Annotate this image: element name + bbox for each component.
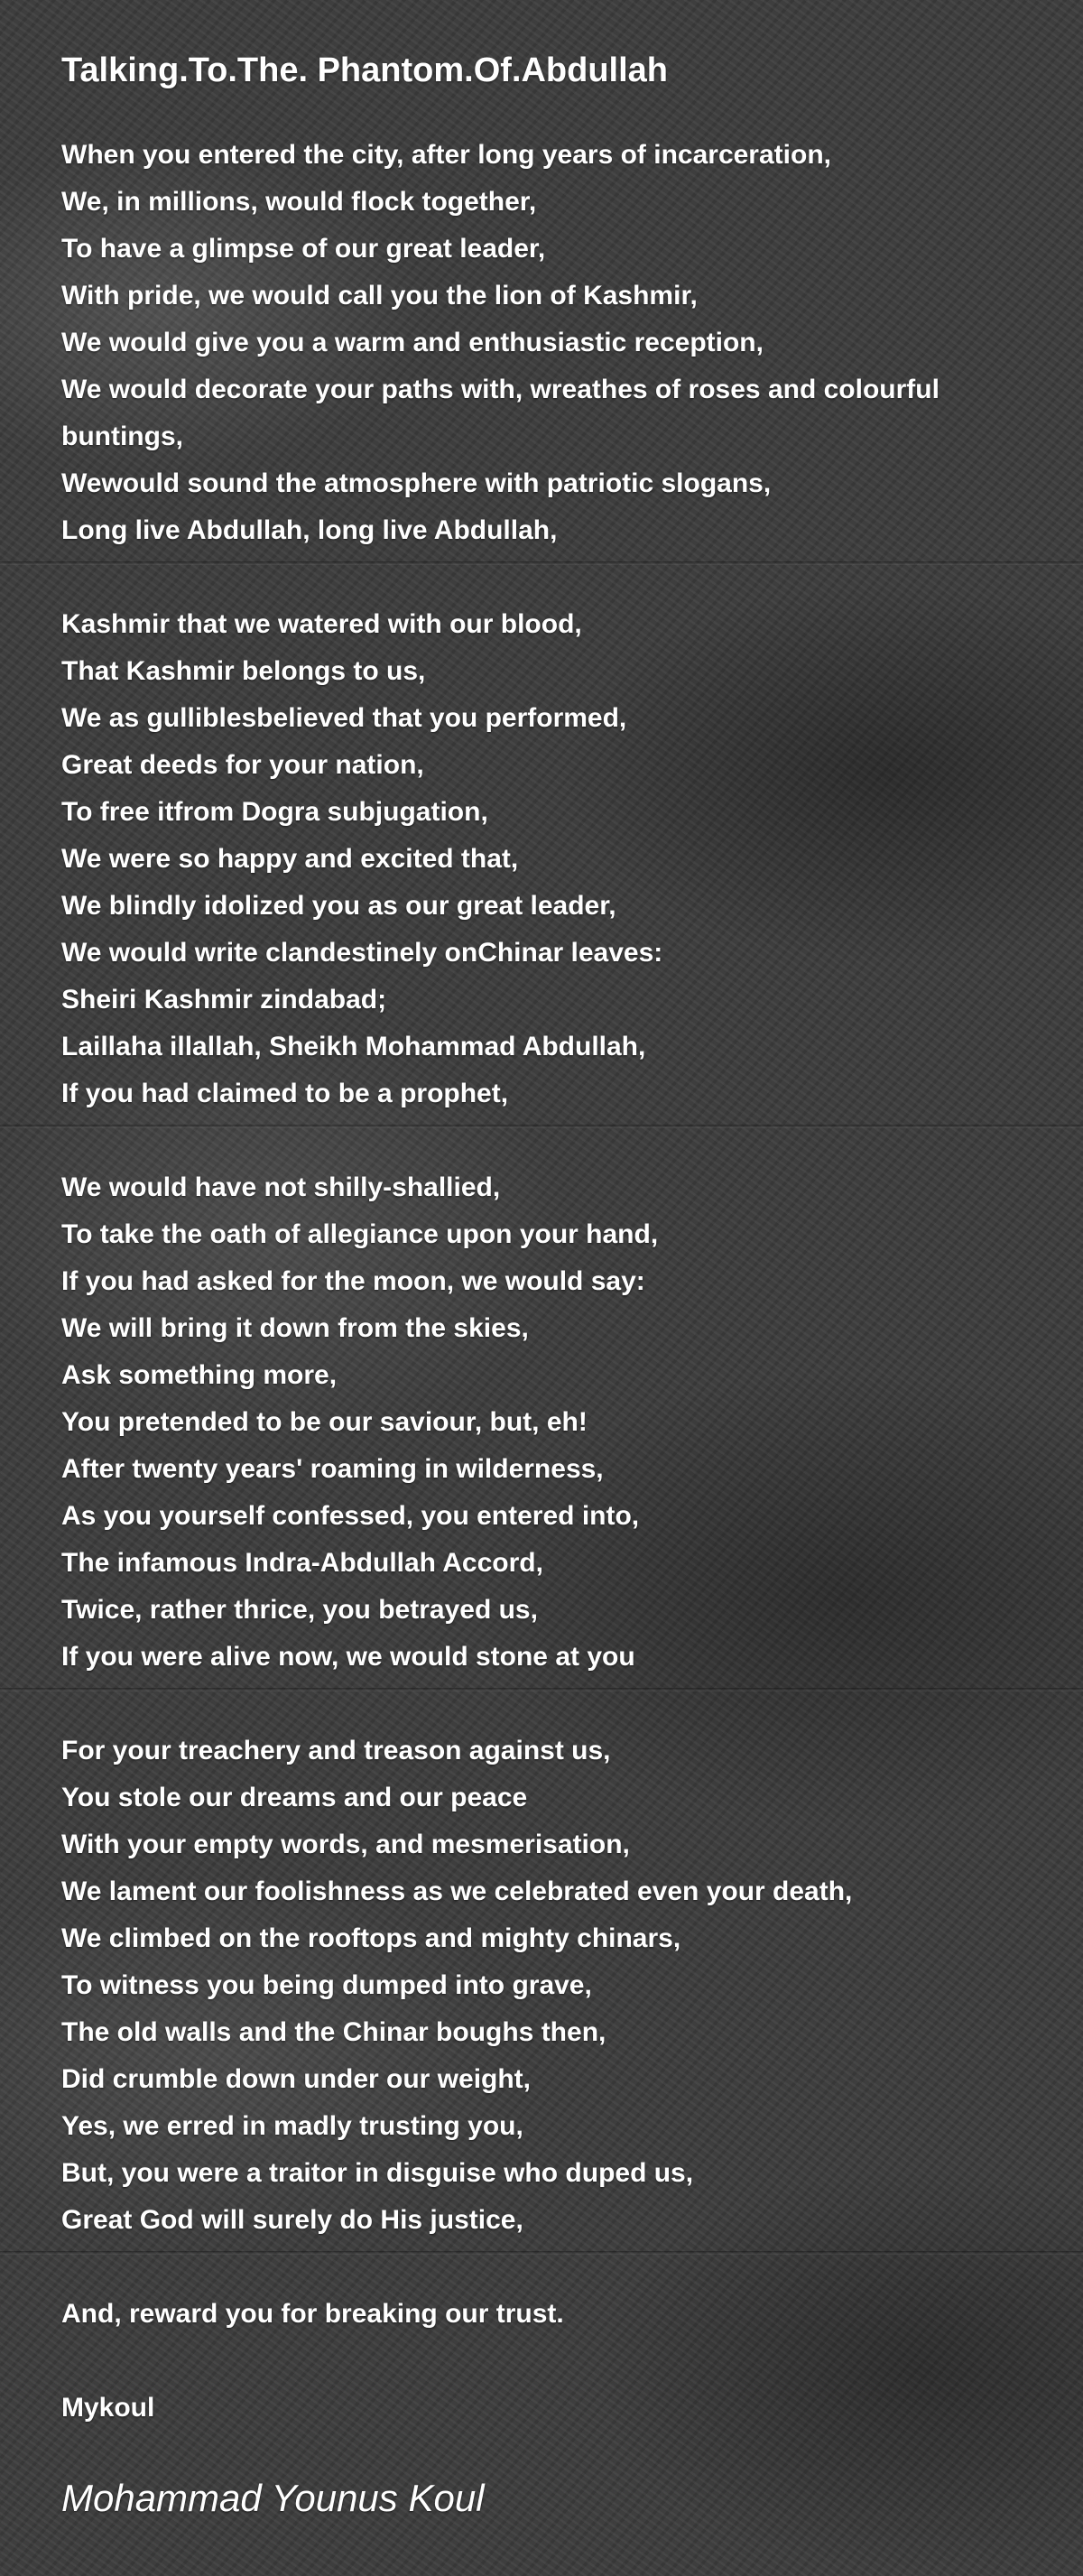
stanza-gap [61, 1117, 1054, 1164]
poem-line: The old walls and the Chinar boughs then, [61, 2017, 606, 2047]
poem-line: We will bring it down from the skies, [61, 1313, 529, 1343]
stanza-4 [61, 1728, 1054, 2244]
poem-line: You pretended to be our saviour, but, eh! [61, 1407, 588, 1437]
poem-line: We would write clandestinely onChinar leaves: [61, 938, 663, 968]
poem-line: If you had asked for the moon, we would say: [61, 1266, 645, 1296]
stanza-5 [61, 2291, 1054, 2338]
poem-line: To witness you being dumped into grave, [61, 1970, 592, 2000]
author-handle: Mykoul [61, 2393, 155, 2423]
poem-line: We would have not shilly-shallied, [61, 1172, 501, 1202]
poem-line: Great deeds for your nation, [61, 750, 424, 780]
stanza-gap [61, 554, 1054, 601]
poem-line: But, you were a traitor in disguise who duped us, [61, 2158, 694, 2188]
poem-line: We as gulliblesbelieved that you performed, [61, 703, 627, 733]
poem-line: Wewould sound the atmosphere with patriotic slogans, [61, 468, 772, 498]
poem-line: For your treachery and treason against us, [61, 1736, 611, 1765]
stanza-1 [61, 132, 1054, 554]
poem-line: We were so happy and excited that, [61, 844, 519, 874]
poem-line: You stole our dreams and our peace [61, 1783, 528, 1812]
poem-line: Laillaha illallah, Sheikh Mohammad Abdullah, [61, 1032, 646, 1061]
poem-line: To take the oath of allegiance upon your hand, [61, 1219, 659, 1249]
stanza-gap [61, 1681, 1054, 1728]
poem-line: We lament our foolishness as we celebrated even your death, [61, 1876, 853, 1906]
poem-line: We would decorate your paths with, wreathes of roses and colourful buntings, [61, 375, 940, 451]
poem-line: Kashmir that we watered with our blood, [61, 609, 582, 639]
poem-line: After twenty years' roaming in wilderness, [61, 1454, 604, 1484]
stanza-2 [61, 601, 1054, 1117]
poem-line: Sheiri Kashmir zindabad; [61, 985, 387, 1015]
poem-line: And, reward you for breaking our trust. [61, 2299, 564, 2329]
poem-line: We blindly idolized you as our great leader, [61, 891, 616, 921]
stanza-gap [61, 2244, 1054, 2291]
poem-line: To free itfrom Dogra subjugation, [61, 797, 488, 827]
poem-line: If you were alive now, we would stone at you [61, 1642, 635, 1672]
poem-line: Great God will surely do His justice, [61, 2205, 523, 2235]
poem-line: To have a glimpse of our great leader, [61, 234, 546, 264]
poem-line: When you entered the city, after long years of incarceration, [61, 140, 831, 170]
poem-line: We, in millions, would flock together, [61, 187, 537, 217]
author-name: Mohammad Younus Koul [61, 2477, 485, 2519]
poem-container [61, 43, 1054, 2525]
poem-line: As you yourself confessed, you entered into, [61, 1501, 640, 1531]
poem-line: We climbed on the rooftops and mighty chinars, [61, 1923, 681, 1953]
poem-line: We would give you a warm and enthusiastic reception, [61, 328, 764, 357]
poem-line: Ask something more, [61, 1360, 338, 1390]
poem-line: That Kashmir belongs to us, [61, 656, 426, 686]
poem-line: Twice, rather thrice, you betrayed us, [61, 1595, 538, 1625]
poem-line: Long live Abdullah, long live Abdullah, [61, 515, 558, 545]
poem-line: The infamous Indra-Abdullah Accord, [61, 1548, 543, 1578]
poem-line: With pride, we would call you the lion of Kashmir, [61, 281, 698, 310]
poem-title: Talking.To.The. Phantom.Of.Abdullah [61, 51, 669, 89]
stanza-3 [61, 1164, 1054, 1681]
poem-line: Did crumble down under our weight, [61, 2064, 532, 2094]
poem-line: If you had claimed to be a prophet, [61, 1079, 509, 1108]
poem-line: Yes, we erred in madly trusting you, [61, 2111, 523, 2141]
poem-line: With your empty words, and mesmerisation, [61, 1830, 630, 1859]
